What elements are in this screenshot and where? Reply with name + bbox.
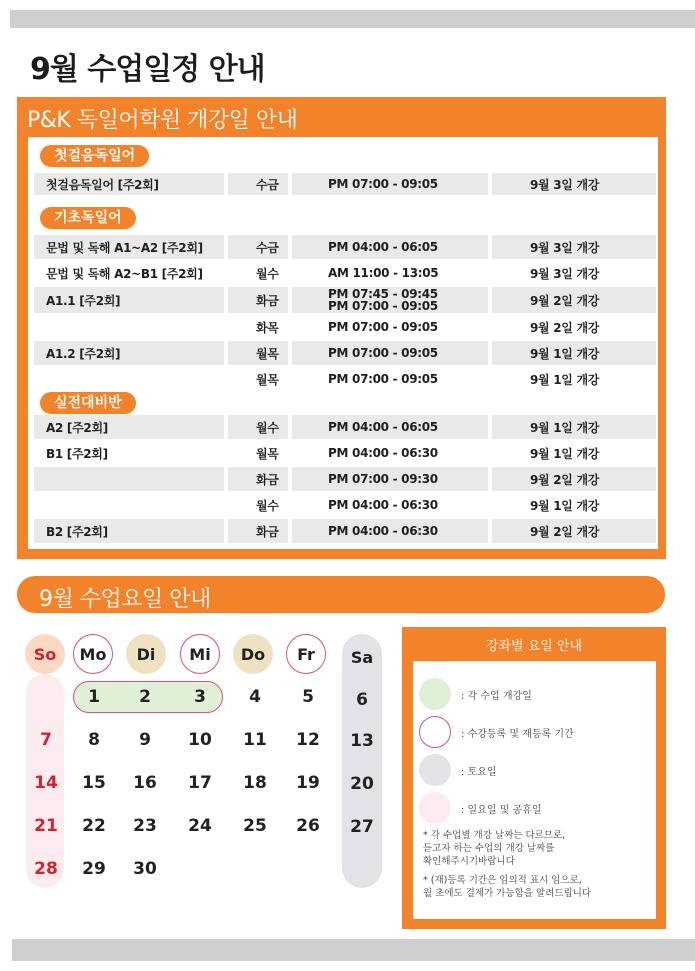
course-days: 화목 bbox=[256, 320, 279, 335]
page-title: 9월 수업일정 안내 bbox=[30, 52, 265, 87]
course-time bbox=[292, 415, 488, 439]
table-row bbox=[28, 519, 658, 543]
course-days: 수금 bbox=[228, 235, 288, 259]
calendar-day: 4 bbox=[249, 687, 261, 707]
course-time-line: PM 04:00 - 06:30 bbox=[328, 524, 438, 538]
calendar-day: 20 bbox=[350, 774, 374, 794]
course-name bbox=[34, 493, 224, 517]
calendar-day: 3 bbox=[194, 687, 206, 707]
course-days: 월목 bbox=[256, 372, 279, 387]
course-start: 9월 2일 개강 bbox=[492, 467, 656, 491]
calendar-day: 30 bbox=[133, 859, 157, 879]
course-days: 화금 bbox=[228, 467, 288, 491]
calendar-day: 10 bbox=[188, 730, 212, 750]
course-name: 문법 및 독해 A1~A2 [주2회] bbox=[34, 235, 224, 259]
legend-box bbox=[413, 661, 656, 839]
calendar-day: 12 bbox=[296, 730, 320, 750]
course-name: 첫걸음독일어 [주2회] bbox=[34, 173, 224, 195]
legend-swatch-sunday bbox=[419, 792, 451, 824]
calendar-day: 6 bbox=[356, 690, 368, 710]
course-start: 9월 2일 개강 bbox=[530, 320, 600, 335]
course-days: 월목 bbox=[228, 341, 288, 365]
course-time bbox=[292, 493, 488, 517]
course-time bbox=[292, 173, 488, 195]
legend-panel bbox=[402, 627, 666, 929]
course-time-line: PM 04:00 - 06:30 bbox=[328, 498, 438, 512]
course-time-line: PM 07:00 - 09:05 bbox=[328, 346, 438, 360]
table-row bbox=[28, 493, 658, 517]
calendar-day: 8 bbox=[88, 730, 100, 750]
course-days: 수금 bbox=[228, 173, 288, 195]
course-days: 월수 bbox=[256, 498, 279, 513]
course-name bbox=[34, 467, 224, 491]
legend-swatch-registration bbox=[419, 716, 451, 748]
course-time bbox=[292, 467, 488, 491]
course-start: 9월 3일 개강 bbox=[492, 173, 656, 195]
legend-swatch-start bbox=[419, 678, 451, 710]
table-row bbox=[28, 287, 658, 313]
course-start: 9월 1일 개강 bbox=[530, 498, 600, 513]
course-time-line-2: PM 07:00 - 09:05 bbox=[328, 299, 438, 313]
calendar-day: 1 bbox=[88, 687, 100, 707]
course-time-line: PM 04:00 - 06:30 bbox=[328, 446, 438, 460]
course-time bbox=[292, 441, 488, 465]
weekday-title: 9월 수업요일 안내 bbox=[39, 587, 211, 612]
legend-item bbox=[419, 715, 574, 749]
section-label-advanced: 실전대비반 bbox=[40, 392, 136, 414]
legend-swatch-saturday bbox=[419, 754, 451, 786]
schedule-panel bbox=[17, 97, 666, 559]
weekday-header-fr: Fr bbox=[286, 634, 326, 674]
course-time bbox=[292, 287, 488, 313]
calendar-day: 28 bbox=[34, 859, 58, 879]
weekday-header-di: Di bbox=[126, 634, 166, 674]
weekday-banner bbox=[17, 576, 665, 613]
legend-text: : 수강등록 및 재등록 기간 bbox=[461, 728, 574, 740]
course-time bbox=[292, 235, 488, 259]
course-name bbox=[34, 367, 224, 391]
calendar-day: 29 bbox=[82, 859, 106, 879]
course-days: 월수 bbox=[256, 266, 279, 281]
legend-item bbox=[419, 791, 542, 825]
course-start: 9월 3일 개강 bbox=[530, 266, 600, 281]
calendar-day: 25 bbox=[243, 816, 267, 836]
course-time-line: PM 07:00 - 09:05 bbox=[328, 177, 438, 191]
course-time-line: AM 11:00 - 13:05 bbox=[328, 266, 439, 280]
legend-title: 강좌별 요일 안내 bbox=[485, 639, 583, 654]
schedule-table bbox=[28, 137, 658, 549]
weekday-header-mo: Mo bbox=[73, 634, 113, 674]
course-days: 화금 bbox=[228, 519, 288, 543]
table-row bbox=[28, 367, 658, 391]
calendar-day: 27 bbox=[350, 817, 374, 837]
calendar-day: 22 bbox=[82, 816, 106, 836]
course-time bbox=[292, 519, 488, 543]
course-time bbox=[292, 341, 488, 365]
course-start: 9월 1일 개강 bbox=[530, 372, 600, 387]
bottom-decor-bar bbox=[12, 939, 695, 961]
note-start-dates: * 각 수업별 개강 날짜는 다르므로, 듣고자 하는 수업의 개강 날짜를 확인해주시기바랍니다 bbox=[423, 830, 566, 867]
weekday-header-mi: Mi bbox=[180, 634, 220, 674]
section-label-beginner: 첫걸음독일어 bbox=[40, 145, 149, 167]
schedule-title: P&K 독일어학원 개강일 안내 bbox=[27, 108, 298, 133]
course-time bbox=[292, 261, 488, 285]
table-row bbox=[28, 341, 658, 365]
course-name: B2 [주2회] bbox=[34, 519, 224, 543]
table-row bbox=[28, 261, 658, 285]
weekday-header-do: Do bbox=[233, 634, 273, 674]
calendar-day: 7 bbox=[40, 730, 52, 750]
calendar-day: 14 bbox=[34, 773, 58, 793]
course-days: 월목 bbox=[256, 446, 279, 461]
course-time bbox=[292, 367, 488, 391]
calendar-day: 18 bbox=[243, 773, 267, 793]
legend-text: : 토요일 bbox=[461, 766, 497, 778]
table-row bbox=[28, 415, 658, 439]
table-row bbox=[28, 467, 658, 491]
notes-box bbox=[413, 823, 656, 919]
weekday-header-sa: Sa bbox=[342, 637, 382, 677]
calendar-day: 5 bbox=[302, 687, 314, 707]
course-time-line: PM 04:00 - 06:05 bbox=[328, 240, 438, 254]
calendar-day: 9 bbox=[139, 730, 151, 750]
calendar bbox=[22, 634, 392, 894]
weekday-header-so: So bbox=[25, 634, 65, 674]
course-name: 문법 및 독해 A2~B1 [주2회] bbox=[46, 266, 203, 281]
course-days: 월수 bbox=[228, 415, 288, 439]
note-registration: * (재)등록 기간은 임의적 표시 임으로, 월 초에도 결제가 가능함을 알려드립니다 bbox=[423, 875, 592, 899]
course-time-line: PM 07:00 - 09:05 bbox=[328, 320, 438, 334]
calendar-day: 16 bbox=[133, 773, 157, 793]
course-start: 9월 1일 개강 bbox=[492, 341, 656, 365]
course-name: B1 [주2회] bbox=[46, 446, 108, 461]
calendar-day: 15 bbox=[82, 773, 106, 793]
legend-item bbox=[419, 677, 532, 711]
table-row bbox=[28, 235, 658, 259]
calendar-day: 19 bbox=[296, 773, 320, 793]
table-row bbox=[28, 441, 658, 465]
legend-text: : 각 수업 개강일 bbox=[461, 690, 532, 702]
course-start: 9월 2일 개강 bbox=[492, 519, 656, 543]
calendar-day: 13 bbox=[350, 731, 374, 751]
calendar-day: 24 bbox=[188, 816, 212, 836]
legend-item bbox=[419, 753, 497, 787]
course-start: 9월 2일 개강 bbox=[492, 287, 656, 313]
course-time bbox=[292, 315, 488, 339]
calendar-day: 21 bbox=[34, 816, 58, 836]
calendar-day: 11 bbox=[243, 730, 267, 750]
calendar-day: 17 bbox=[188, 773, 212, 793]
calendar-day: 2 bbox=[139, 687, 151, 707]
course-start: 9월 3일 개강 bbox=[492, 235, 656, 259]
course-name: A2 [주2회] bbox=[34, 415, 224, 439]
course-time-line: PM 04:00 - 06:05 bbox=[328, 420, 438, 434]
course-name bbox=[34, 315, 224, 339]
table-row bbox=[28, 315, 658, 339]
course-name: A1.2 [주2회] bbox=[34, 341, 224, 365]
table-row bbox=[28, 173, 658, 195]
course-days: 화금 bbox=[228, 287, 288, 313]
course-name: A1.1 [주2회] bbox=[34, 287, 224, 313]
calendar-day: 26 bbox=[296, 816, 320, 836]
course-time-line: PM 07:00 - 09:05 bbox=[328, 372, 438, 386]
course-start: 9월 1일 개강 bbox=[492, 415, 656, 439]
legend-text: : 일요일 및 공휴일 bbox=[461, 804, 542, 816]
calendar-day: 23 bbox=[133, 816, 157, 836]
course-time-line: PM 07:45 - 09:45 bbox=[328, 287, 438, 301]
section-label-basic: 기초독일어 bbox=[40, 207, 136, 229]
course-time-line: PM 07:00 - 09:30 bbox=[328, 472, 438, 486]
top-decor-bar bbox=[10, 10, 695, 28]
course-start: 9월 1일 개강 bbox=[530, 446, 600, 461]
